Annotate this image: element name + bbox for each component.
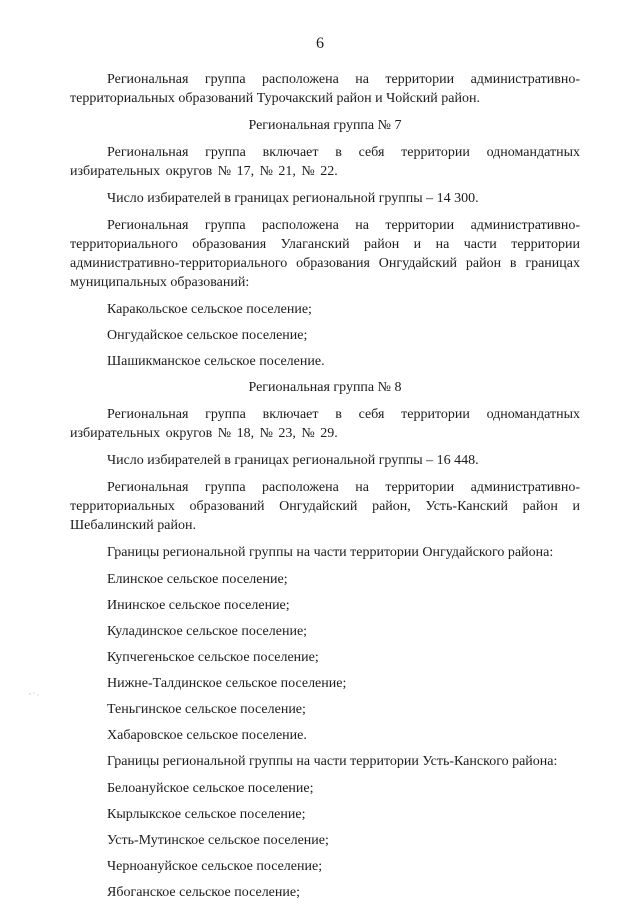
list-item: Шашикманское сельское поселение.	[107, 354, 325, 369]
heading-group-7: Региональная группа № 7	[248, 118, 402, 133]
list-item: Ябоганское сельское поселение;	[107, 885, 300, 900]
paragraph-location-group6: Региональная группа расположена на территории административно-территориальных образований Турочакский район и Чойский район.	[70, 72, 580, 106]
paragraph-voters-group8: Число избирателей в границах региональной группы – 16 448.	[107, 453, 479, 468]
settlement-list-ust-kan	[70, 779, 580, 902]
document-body	[70, 70, 580, 909]
list-item: Куладинское сельское поселение;	[107, 624, 308, 639]
paragraph-voters-group7: Число избирателей в границах региональной группы – 14 300.	[107, 191, 479, 206]
list-item: Хабаровское сельское поселение.	[107, 728, 307, 743]
list-item: Усть-Мутинское сельское поселение;	[107, 833, 329, 848]
list-item: Черноануйское сельское поселение;	[107, 859, 323, 874]
heading-group-8: Региональная группа № 8	[248, 380, 402, 395]
list-item: Онгудайское сельское поселение;	[107, 328, 308, 343]
scan-artifact	[28, 690, 42, 698]
settlement-list-ongudai-group7	[70, 300, 580, 371]
list-item: Кырлыкское сельское поселение;	[107, 807, 306, 822]
paragraph-location-group8: Региональная группа расположена на территории административно-территориальных образований Онгудайский район, Усть-Канский район и Шебалинский район.	[70, 480, 580, 533]
list-item: Елинское сельское поселение;	[107, 572, 288, 587]
paragraph-ongudai-boundary: Границы региональной группы на части территории Онгудайского района:	[107, 545, 554, 560]
page-number: 6	[316, 35, 324, 52]
paragraph-districts-group8: Региональная группа включает в себя территории одномандатных избирательных округов № 18, № 23, № 29.	[70, 407, 580, 441]
list-item: Белоануйское сельское поселение;	[107, 781, 314, 796]
paragraph-location-group7: Региональная группа расположена на территории административно-территориального образования Улаганский район и на части территории административно-территориального образования Онгудайский район в границах муниципальных образований:	[70, 218, 580, 290]
list-item: Каракольское сельское поселение;	[107, 302, 312, 317]
paragraph-ust-kan-boundary: Границы региональной группы на части территории Усть-Канского района:	[107, 754, 558, 769]
list-item: Ининское сельское поселение;	[107, 598, 290, 613]
list-item: Нижне-Талдинское сельское поселение;	[107, 676, 347, 691]
paragraph-districts-group7: Региональная группа включает в себя территории одномандатных избирательных округов № 17, № 21, № 22.	[70, 145, 580, 179]
list-item: Теньгинское сельское поселение;	[107, 702, 306, 717]
list-item: Купчегеньское сельское поселение;	[107, 650, 319, 665]
settlement-list-ongudai	[70, 570, 580, 745]
